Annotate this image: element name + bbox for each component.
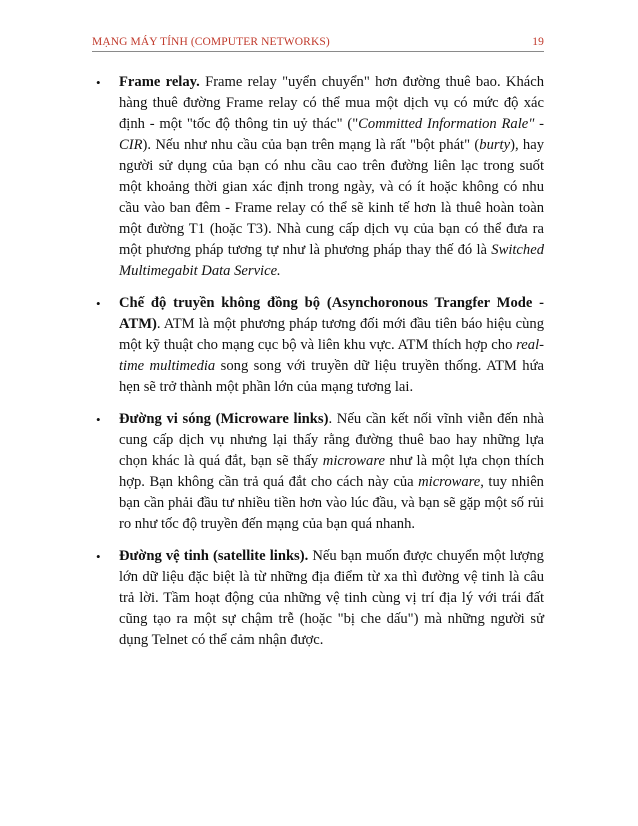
- bullet-heading: Đường vệ tinh (satellite links).: [119, 548, 309, 564]
- italic-term: microware: [322, 453, 385, 469]
- bullet-dot-icon: •: [96, 549, 101, 564]
- italic-term: Committed Information Rale" - CIR: [119, 116, 544, 153]
- bullet-item: [92, 546, 544, 651]
- bullet-item: [92, 72, 544, 282]
- italic-term: real-time multimedia: [119, 337, 544, 374]
- italic-term: burty: [479, 137, 511, 153]
- bullet-dot-icon: •: [96, 296, 101, 311]
- bullet-dot-icon: •: [96, 75, 101, 90]
- bullet-text: song song với truyền dữ liệu truyền thống. ATM hứa hẹn sẽ trở thành một phần lớn của mạng tương lai.: [119, 358, 544, 395]
- bullet-heading: Đường vi sóng (Microware links): [119, 411, 329, 427]
- bullet-text: Frame relay "uyển chuyển" hơn đường thuê bao. Khách hàng thuê đường Frame relay có thể mua một dịch vụ có mức độ xác định - một "tốc độ thông tin uỷ thác" (": [119, 74, 544, 132]
- bullet-item: [92, 409, 544, 535]
- bullet-text: . ATM là một phương pháp tương đối mới đầu tiên báo hiệu cùng một kỹ thuật cho mạng cục bộ và liên khu vực. ATM thích hợp cho: [119, 316, 544, 353]
- page-header: [92, 34, 544, 52]
- page-number: 19: [532, 36, 544, 48]
- bullet-heading: Chế độ truyền không đồng bộ (Asynchoronous Trangfer Mode - ATM): [119, 295, 544, 332]
- italic-term: microware: [418, 474, 481, 490]
- bullet-text: như là một lựa chọn thích hợp. Bạn không cần trả quá đắt cho cách này của: [119, 453, 544, 490]
- bullet-text: , tuy nhiên bạn cần phải đầu tư nhiều tiền hơn vào lúc đầu, và bạn sẽ gặp một số rủi ro như tốc độ truyền đến mạng của bạn quá nhanh.: [119, 474, 544, 532]
- italic-term: Switched Multimegabit Data Service.: [119, 242, 544, 279]
- bullet-heading: Frame relay.: [119, 74, 200, 90]
- bullet-item: [92, 293, 544, 398]
- bullet-text: Nếu bạn muốn được chuyển một lượng lớn dữ liệu đặc biệt là từ những địa điểm từ xa thì đường vệ tinh là câu trả lời. Tầm hoạt động của những vệ tinh cùng vị trí địa lý với trái đất cũng tạo ra một sự chậm trễ (hoặc "bị che dấu") mà những người sử dụng Telnet có thể cảm nhận được.: [119, 548, 544, 648]
- bullet-text: ), hay người sử dụng của bạn có nhu cầu cao trên đường liên lạc trong suốt một khoảng thời gian xác định trong ngày, và có ít hoặc không có nhu cầu vào ban đêm - Frame relay có thể sẽ kinh tế hơn là thuê hoàn toàn một đường T1 (hoặc T3). Nhà cung cấp dịch vụ của bạn có thể đưa ra một phương pháp tương tự như là phương pháp thay thế đó là: [119, 137, 544, 258]
- bullet-text: ). Nếu như nhu cầu của bạn trên mạng là rất "bột phát" (: [142, 137, 480, 153]
- page-body: [92, 72, 544, 662]
- bullet-list: [92, 72, 544, 651]
- bullet-text: . Nếu cần kết nối vĩnh viễn đến nhà cung cấp dịch vụ nhưng lại thấy rằng đường thuê bao hay những lựa chọn khác là quá đắt, bạn sẽ thấy: [119, 411, 545, 469]
- header-title: MẠNG MÁY TÍNH (COMPUTER NETWORKS): [92, 36, 330, 48]
- header-rule: [92, 51, 544, 52]
- bullet-dot-icon: •: [96, 412, 101, 427]
